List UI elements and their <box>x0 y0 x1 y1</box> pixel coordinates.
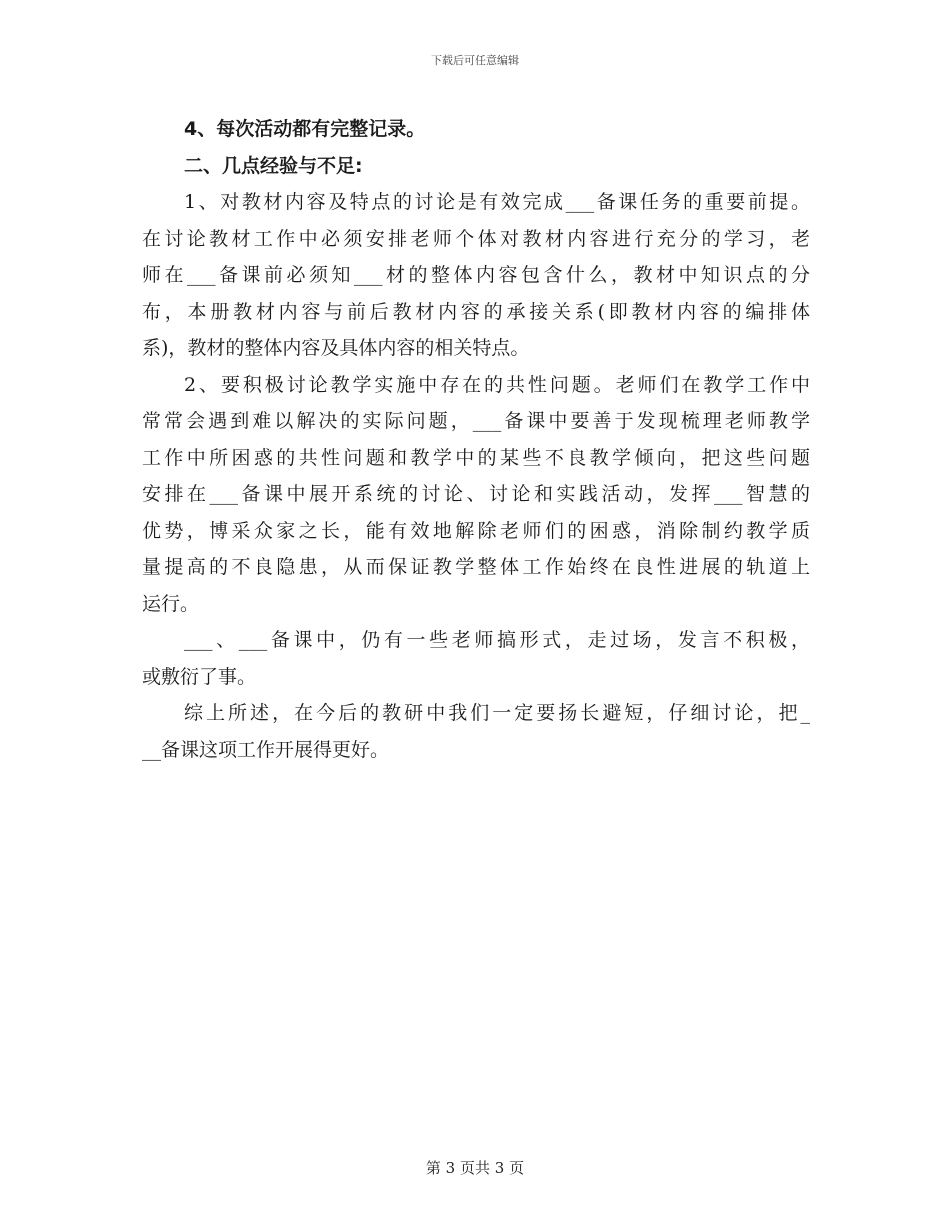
section-heading: 二、几点经验与不足: <box>184 154 363 177</box>
paragraph-line: 安排在___备课中展开系统的讨论、讨论和实践活动，发挥___智慧的 <box>142 483 810 505</box>
paragraph-line: 师在___备课前必须知___材的整体内容包含什么，教材中知识点的分 <box>142 264 810 286</box>
paragraph-line: 综上所述，在今后的教研中我们一定要扬长避短，仔细讨论，把_ <box>184 702 810 724</box>
item-4-text: 4、每次活动都有完整记录。 <box>184 118 426 140</box>
page-footer: 第 3 页共 3 页 <box>425 1159 525 1177</box>
paragraph-2 <box>142 367 810 623</box>
paragraph-line: 常常会遇到难以解决的实际问题，___备课中要善于发现梳理老师教学 <box>142 410 810 432</box>
paragraph-line: 系)，教材的整体内容及具体内容的相关特点。 <box>142 337 530 359</box>
paragraph-line: 1、对教材内容及特点的讨论是有效完成___备课任务的重要前提。 <box>184 191 810 213</box>
paragraph-line: 或敷衍了事。 <box>142 665 257 688</box>
paragraph-line: 2、要积极讨论教学实施中存在的共性问题。老师们在教学工作中 <box>184 373 810 396</box>
paragraph-1 <box>142 184 810 367</box>
paragraph-4 <box>142 695 810 768</box>
paragraph-line: 优势，博采众家之长，能有效地解除老师们的困惑，消除制约教学质 <box>142 519 810 542</box>
paragraph-line: 运行。 <box>142 592 200 615</box>
page-header: 下载后可任意编辑 <box>431 54 519 67</box>
paragraph-line: ___、___备课中，仍有一些老师搞形式，走过场，发言不积极， <box>184 629 810 651</box>
paragraph-line: 布，本册教材内容与前后教材内容的承接关系(即教材内容的编排体 <box>142 300 810 323</box>
document-body <box>142 111 810 768</box>
paragraph-line: 工作中所困惑的共性问题和教学中的某些不良教学倾向，把这些问题 <box>142 446 810 469</box>
paragraph-3 <box>142 622 810 695</box>
paragraph-line: 量提高的不良隐患，从而保证教学整体工作始终在良性进展的轨道上 <box>142 556 810 578</box>
paragraph-line: __备课这项工作开展得更好。 <box>142 738 390 761</box>
paragraph-line: 在讨论教材工作中必须安排老师个体对教材内容进行充分的学习，老 <box>142 227 810 250</box>
